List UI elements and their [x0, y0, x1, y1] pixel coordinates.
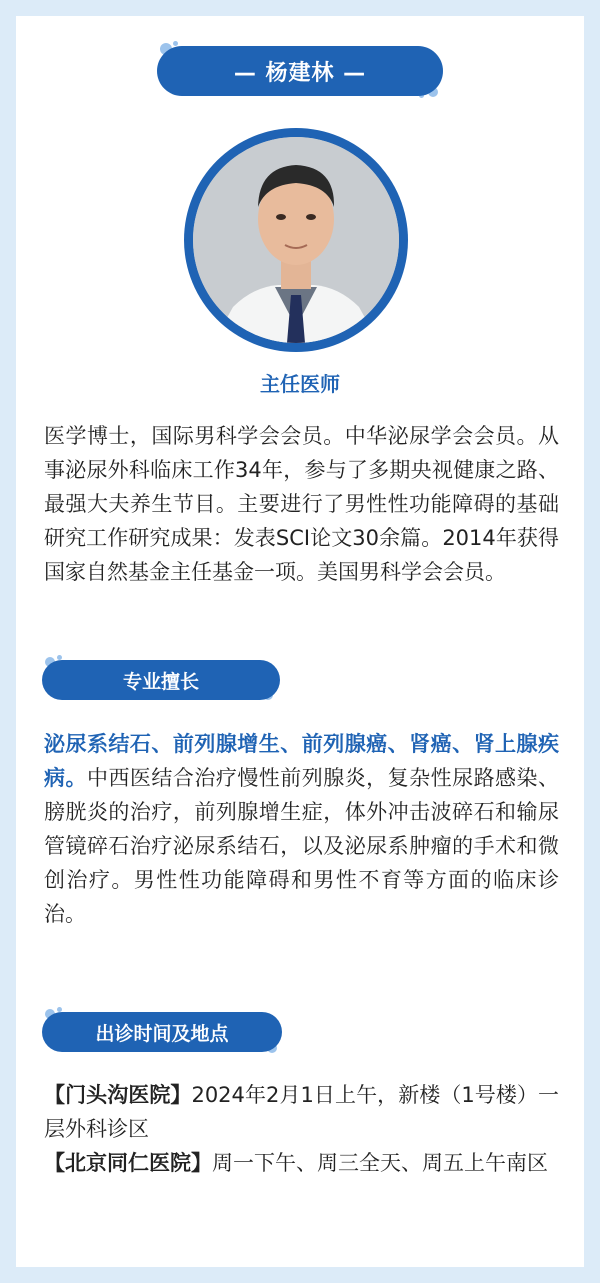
hospital-name: 【北京同仁医院】: [44, 1151, 212, 1175]
specialty-heading: 专业擅长: [42, 660, 280, 700]
doctor-photo: [193, 137, 399, 343]
hospital-name: 【门头沟医院】: [44, 1083, 192, 1107]
doctor-bio: 医学博士，国际男科学会会员。中华泌尿学会会员。从事泌尿外科临床工作34年，参与了多期央视健康之路、最强大夫养生节目。主要进行了男性性功能障碍的基础研究工作研究成果：发表SCI论文30余篇。2014年获得国家自然基金主任基金一项。美国男科学会会员。: [44, 424, 559, 584]
specialty-detail: 中西医结合治疗慢性前列腺炎，复杂性尿路感染、膀胱炎的治疗，前列腺增生症，体外冲击波碎石和输尿管镜碎石治疗泌尿系结石，以及泌尿系肿瘤的手术和微创治疗。男性性功能障碍和男性不育等方面的临床诊治。: [44, 766, 560, 926]
schedule-entry: [44, 1078, 559, 1146]
doctor-title: 主任医师: [260, 372, 340, 396]
schedule-detail: 周一下午、周三全天、周五上午南区: [212, 1151, 548, 1175]
decor-dot: [173, 41, 178, 46]
schedule-heading: 出诊时间及地点: [42, 1012, 282, 1052]
schedule-detail: 2024年2月1日上午，新楼（1号楼）一层外科诊区: [44, 1083, 559, 1141]
doctor-photo-frame: [184, 128, 408, 352]
specialty-text: [44, 727, 559, 931]
specialty-highlight: 泌尿系结石、前列腺增生、前列腺癌、肾癌、肾上腺疾病。: [44, 732, 559, 790]
schedule-entry: [44, 1146, 559, 1180]
doctor-name-banner: — 杨建林 —: [157, 46, 443, 96]
